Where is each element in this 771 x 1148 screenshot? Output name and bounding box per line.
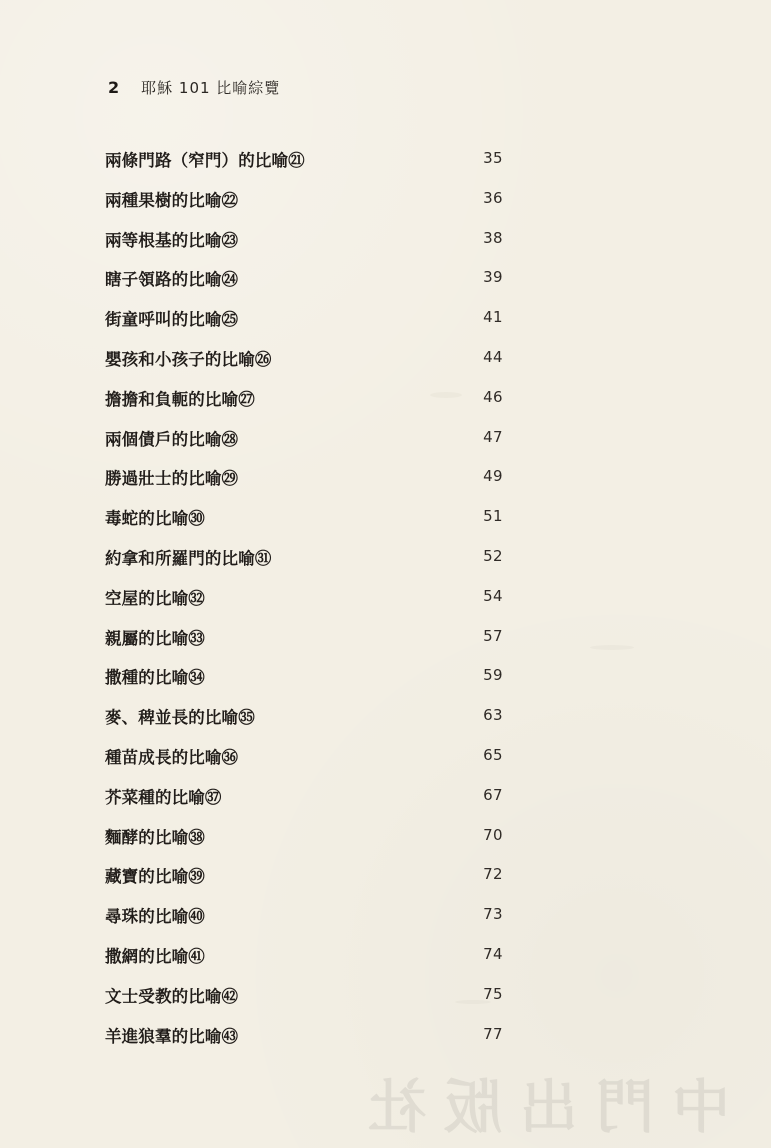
toc-entry [105, 226, 503, 266]
toc-entry-title: 兩等根基的比喻㉓ [105, 230, 239, 250]
toc-entry-page: 54 [483, 586, 503, 605]
toc-entry-title: 親屬的比喻㉝ [105, 628, 205, 648]
toc-entry-title: 種苗成長的比喻㊱ [105, 747, 239, 767]
toc-entry [105, 186, 503, 226]
toc-entry-title: 嬰孩和小孩子的比喻㉖ [105, 349, 272, 369]
toc-entry-title: 街童呼叫的比喻㉕ [105, 310, 239, 330]
toc-entry-page: 38 [483, 228, 503, 247]
toc-entry [105, 1022, 503, 1062]
toc-entry-page: 46 [483, 387, 503, 406]
toc-entry [105, 425, 503, 465]
paper-speckle [430, 392, 462, 398]
toc-entry-page: 57 [483, 626, 503, 645]
toc-entry-page: 70 [483, 825, 503, 844]
paper-speckle [455, 1000, 491, 1004]
toc-entry [105, 982, 503, 1022]
toc-entry-title: 麥、稗並長的比喻㉟ [105, 708, 255, 728]
toc-entry-title: 擔擔和負軛的比喻㉗ [105, 389, 255, 409]
toc-entry-page: 52 [483, 546, 503, 565]
toc-entry-title: 瞎子領路的比喻㉔ [105, 270, 239, 290]
paper-speckle [590, 645, 634, 650]
toc-entry [105, 385, 503, 425]
toc-entry-page: 65 [483, 745, 503, 764]
toc-entry-page: 41 [483, 308, 503, 327]
page-number: 2 [108, 78, 120, 97]
toc-entry [105, 862, 503, 902]
toc-entry-title: 麵酵的比喻㊳ [105, 827, 205, 847]
toc-entry-page: 67 [483, 785, 503, 804]
toc-entry-title: 兩個債戶的比喻㉘ [105, 429, 239, 449]
toc-entry [105, 942, 503, 982]
toc-entry-page: 59 [483, 666, 503, 685]
toc-entry-page: 63 [483, 706, 503, 725]
toc-entry [105, 305, 503, 345]
toc-entry [105, 146, 503, 186]
toc-entry-page: 35 [483, 149, 503, 167]
toc-entry-title: 兩種果樹的比喻㉒ [105, 190, 239, 210]
toc-entry [105, 703, 503, 743]
toc-entry-title: 兩條門路（窄門）的比喻㉑ [105, 151, 305, 170]
toc-entry-title: 空屋的比喻㉜ [105, 588, 205, 608]
toc-entry-title: 撒種的比喻㉞ [105, 668, 205, 688]
toc-entry [105, 464, 503, 504]
toc-entry [105, 504, 503, 544]
toc-entry-page: 75 [483, 984, 503, 1003]
table-of-contents [105, 146, 503, 1061]
toc-entry-title: 撒網的比喻㊶ [105, 946, 205, 966]
toc-entry-title: 尋珠的比喻㊵ [105, 907, 205, 927]
toc-entry-page: 74 [483, 944, 503, 963]
toc-entry [105, 902, 503, 942]
toc-entry [105, 783, 503, 823]
toc-entry-page: 49 [483, 467, 503, 486]
running-header [108, 77, 280, 101]
toc-entry-title: 藏寶的比喻㊴ [105, 867, 205, 887]
toc-entry-page: 44 [483, 347, 503, 366]
toc-entry-page: 39 [483, 268, 503, 287]
toc-entry [105, 265, 503, 305]
toc-entry-title: 羊進狼羣的比喻㊸ [105, 1026, 239, 1046]
toc-entry-title: 芥菜種的比喻㊲ [105, 787, 222, 807]
toc-entry [105, 823, 503, 863]
toc-entry-page: 51 [483, 507, 503, 526]
toc-entry-page: 77 [483, 1024, 503, 1043]
toc-entry-page: 72 [483, 865, 503, 884]
toc-entry [105, 345, 503, 385]
toc-entry [105, 544, 503, 584]
show-through-text: 中門出版社 [349, 1073, 730, 1141]
toc-entry-page: 36 [483, 188, 503, 207]
toc-entry-title: 約拿和所羅門的比喻㉛ [105, 548, 272, 568]
toc-entry [105, 584, 503, 624]
toc-entry [105, 624, 503, 664]
toc-entry-page: 47 [483, 427, 503, 446]
toc-entry-title: 毒蛇的比喻㉚ [105, 509, 205, 529]
toc-entry-page: 73 [483, 905, 503, 924]
toc-entry [105, 663, 503, 703]
toc-entry [105, 743, 503, 783]
toc-entry-title: 文士受教的比喻㊷ [105, 986, 239, 1006]
toc-entry-title: 勝過壯士的比喻㉙ [105, 469, 239, 489]
book-title: 耶穌 101 比喻綜覽 [141, 79, 281, 97]
